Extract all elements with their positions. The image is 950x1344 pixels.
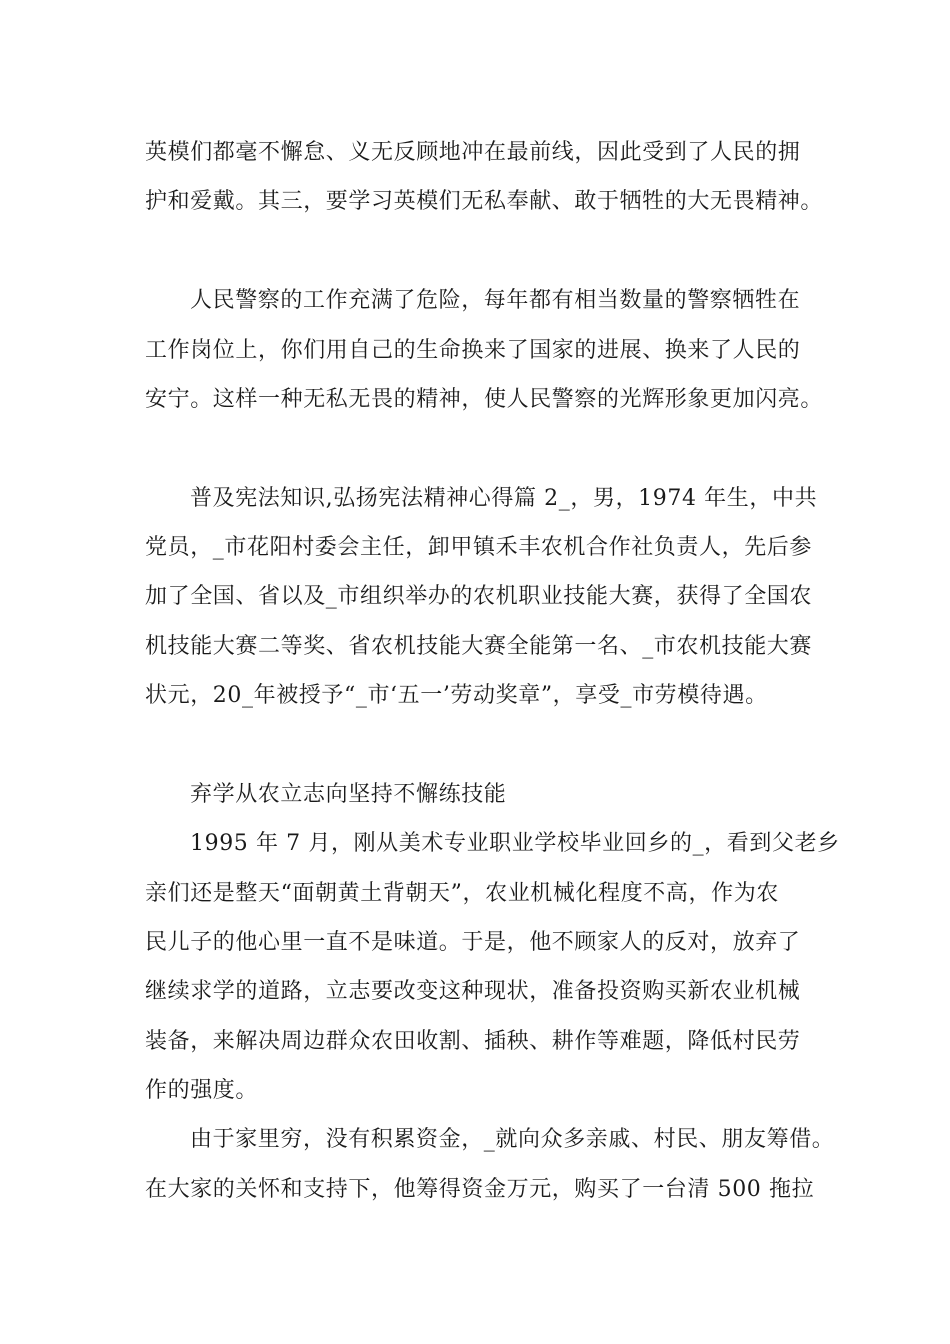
paragraph-4-line-1: 1995 年 7 月，刚从美术专业职业学校毕业回乡的_，看到父老乡: [190, 831, 840, 856]
paragraph-3-line-3: 加了全国、省以及_市组织举办的农机职业技能大赛，获得了全国农: [145, 584, 813, 609]
paragraph-3-line-5: 状元，20_年被授予“_市‘五一’劳动奖章”，享受_市劳模待遇。: [145, 683, 768, 708]
paragraph-4-line-2: 亲们还是整天“面朝黄土背朝天”，农业机械化程度不高，作为农: [145, 881, 779, 906]
paragraph-4-line-3: 民儿子的他心里一直不是味道。于是，他不顾家人的反对，放弃了: [145, 930, 801, 955]
paragraph-3-line-2: 党员，_市花阳村委会主任，卸甲镇禾丰农机合作社负责人，先后参: [145, 535, 813, 560]
paragraph-4-line-6: 作的强度。: [145, 1078, 259, 1103]
paragraph-1-line-2: 护和爱戴。其三，要学习英模们无私奉献、敢于牺牲的大无畏精神。: [145, 189, 824, 214]
paragraph-3-line-4: 机技能大赛二等奖、省农机技能大赛全能第一名、_市农机技能大赛: [145, 634, 813, 659]
paragraph-3-line-1: 普及宪法知识,弘扬宪法精神心得篇 2_，男，1974 年生，中共: [190, 486, 818, 511]
paragraph-2-line-1: 人民警察的工作充满了危险，每年都有相当数量的警察牺牲在: [190, 288, 801, 313]
paragraph-1-line-1: 英模们都毫不懈怠、义无反顾地冲在最前线，因此受到了人民的拥: [145, 140, 801, 165]
paragraph-2-line-2: 工作岗位上，你们用自己的生命换来了国家的进展、换来了人民的: [145, 338, 801, 363]
paragraph-5-line-2: 在大家的关怀和支持下，他筹得资金万元，购买了一台清 500 拖拉: [145, 1177, 815, 1202]
paragraph-4-line-4: 继续求学的道路，立志要改变这种现状，准备投资购买新农业机械: [145, 979, 801, 1004]
paragraph-5-line-1: 由于家里穷，没有积累资金，_就向众多亲戚、村民、朋友筹借。: [190, 1127, 835, 1152]
section-heading: 弃学从农立志向坚持不懈练技能: [190, 782, 507, 807]
paragraph-4-line-5: 装备，来解决周边群众农田收割、插秧、耕作等难题，降低村民劳: [145, 1029, 801, 1054]
paragraph-2-line-3: 安宁。这样一种无私无畏的精神，使人民警察的光辉形象更加闪亮。: [145, 387, 824, 412]
